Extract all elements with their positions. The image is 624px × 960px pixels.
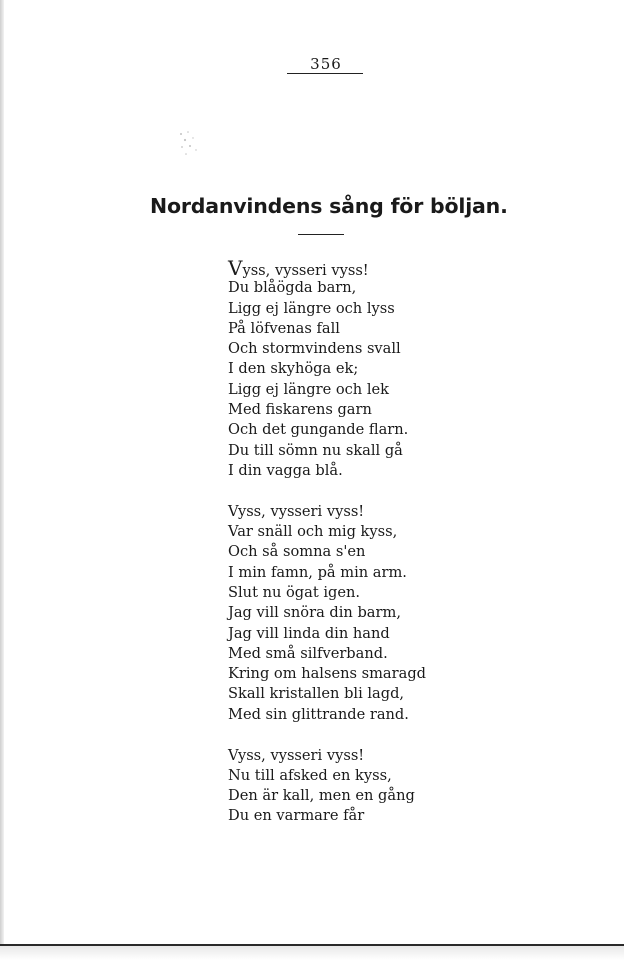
page-gutter	[0, 0, 4, 960]
poem-line: Vyss, vysseri vyss!	[228, 502, 365, 520]
poem-line: Skall kristallen bli lagd,	[228, 685, 405, 703]
poem-line: Nu till afsked en kyss,	[228, 766, 392, 784]
poem-line: Med sin glittrande rand.	[228, 705, 409, 723]
poem-line: Slut nu ögat igen.	[228, 583, 361, 601]
stanza-2	[228, 502, 528, 725]
stanza-1	[228, 258, 528, 481]
poem-line: Med fiskarens garn	[228, 401, 372, 419]
poem-line: I min famn, på min arm.	[228, 563, 407, 581]
poem-body	[228, 258, 528, 847]
poem-line: Vyss, vysseri vyss!	[228, 746, 365, 764]
ink-specks	[176, 128, 202, 158]
poem-line: Du blåögda barn,	[228, 279, 357, 297]
first-line-text: yss, vysseri vyss!	[242, 262, 369, 279]
poem-line: På löfvenas fall	[228, 319, 340, 337]
poem-line: Ligg ej längre och lyss	[228, 299, 395, 317]
poem-line: Den är kall, men en gång	[228, 787, 415, 805]
poem-line	[228, 258, 528, 278]
page-number: 356	[310, 55, 342, 73]
poem-line: Och stormvindens svall	[228, 340, 401, 358]
poem-line: I din vagga blå.	[228, 461, 343, 479]
page-number-rule	[287, 73, 363, 74]
drop-cap: V	[228, 256, 243, 280]
poem-title: Nordanvindens sång för böljan.	[150, 194, 508, 218]
title-rule	[298, 234, 344, 235]
poem-line: Var snäll och mig kyss,	[228, 523, 398, 541]
poem-line: Kring om halsens smaragd	[228, 665, 426, 683]
poem-line: Du en varmare får	[228, 807, 365, 825]
poem-line: Du till sömn nu skall gå	[228, 441, 403, 459]
poem-line: Med små silfverband.	[228, 644, 388, 662]
poem-line: Och det gungande flarn.	[228, 421, 409, 439]
poem-line: Jag vill linda din hand	[228, 624, 390, 642]
poem-line: Jag vill snöra din barm,	[228, 604, 401, 622]
poem-line: Och så somna s'en	[228, 543, 366, 561]
poem-line: Ligg ej längre och lek	[228, 380, 389, 398]
poem-line: I den skyhöga ek;	[228, 360, 359, 378]
stanza-3	[228, 746, 528, 827]
page-bottom-shadow	[0, 946, 624, 960]
